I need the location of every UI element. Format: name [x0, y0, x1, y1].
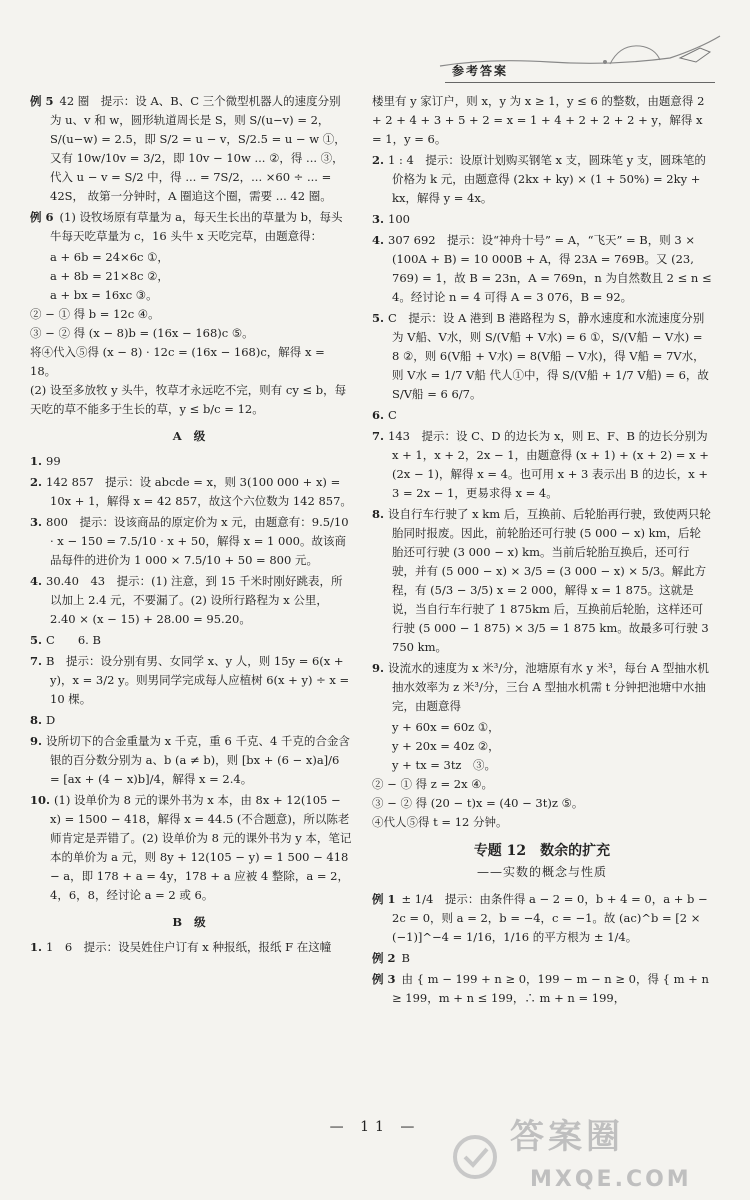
answer-number: 7. [30, 654, 43, 668]
answer-number: 1. [30, 940, 43, 954]
system-line: a + bx = 16xc ③。 [50, 288, 158, 302]
answer-item [30, 938, 352, 957]
example-text: B [401, 951, 410, 965]
answer-number: 9. [372, 661, 385, 675]
step-line: 将④代入⑤得 (x − 8) · 12c = (16x − 168)c，解得 x = 18。 [30, 345, 325, 378]
answer-text: 142 857 提示：设 abcde = x，则 3(100 000 + x) = 10x + 1，解得 x = 42 857，故这个六位数为 142 857。 [46, 475, 352, 508]
right-column [372, 92, 712, 1010]
example-5-line-1: 42 圈 提示：设 A、B、C 三个微型机器人的速度分别为 u、v 和 w，圆形轨道周长是 S，则 S/(u−v) = 2，S/(u−w) = 2.5，即 S/2 = u − v，S/2.5 = u − w ①，又有 10w/10v = 3/2，即 10v − 10w ... ②，得 ... ③，代入 u − v = S/2 中，得 ... = 7S/2，... ×60 ÷ ... = 42S， [50, 94, 346, 203]
system-line: y + 60x = 60z ①， [392, 720, 500, 734]
answer-text: C [388, 408, 397, 422]
answer-item [30, 452, 352, 471]
header-rule [445, 82, 715, 83]
example-6-label: 例 6 [30, 210, 54, 224]
answer-item [30, 791, 352, 905]
example-item [372, 949, 712, 968]
answer-text: 143 提示：设 C、D 的边长为 x，则 E、F、B 的边长分别为 x + 1，x + 2，2x − 1，由题意得 (x + 1) + (x + 2) = x + (2x − 1)，解得 x = 4。也可用 x + 3 表示出 B 的边长，x + 3 = 2x − 1，更易求得 x = 4。 [388, 429, 709, 500]
answer-number: 3. [30, 515, 43, 529]
answer-number: 3. [372, 212, 385, 226]
watermark [430, 1117, 740, 1192]
system-line: y + tx = 3tz ③。 [392, 758, 496, 772]
answer-number: 7. [372, 429, 385, 443]
answer-text: 307 692 提示：设“神舟十号” = A，“飞天” = B，则 3 × (100A + B) = 10 000B + A，得 23A = 769B。又 (23, 769) = 1，故 B = 23n，A = 769n，n 为自然数且 2 ≤ n ≤ 4。经讨论 n = 4 可得 A = 3 076，B = 92。 [388, 233, 712, 304]
answer-item [30, 711, 352, 730]
example-6-steps [30, 305, 352, 419]
answer-item [372, 406, 712, 425]
answer-item [372, 505, 712, 657]
answer-number: 5. [372, 311, 385, 325]
answer-number: 4. [372, 233, 385, 247]
answer-item [30, 652, 352, 709]
item-9-system [372, 718, 712, 775]
step-line: ④代人⑤得 t = 12 分钟。 [372, 815, 508, 829]
continued-text: 楼里有 y 家订户，则 x，y 为 x ≥ 1，y ≤ 6 的整数，由题意得 2 + 2 + 4 + 3 + 5 + 2 = x = 1 + 4 + 2 + 2 + 2 + y，解得 x = 1，y = 6。 [372, 94, 705, 146]
level-a-title: A 级 [172, 429, 210, 443]
answer-text: 设自行车行驶了 x km 后，互换前、后轮胎再行驶，致使两只轮胎同时报废。因此，前轮胎还可行驶 (5 000 − x) km，后轮胎还可行驶 (3 000 − x) km。当前后轮胎互换后，还可行驶，并有 (5 000 − x) × 3/5 = (3 000 − x) × 5/3。解此方程，有 (5/3 − 3/5) x = 2 000，解得 x = 1 875。这就是说，当自行车行驶了 1 875km 后，互换前后轮胎，这样还可行驶 (5 000 − 1 875) × 3/5 = 1 875 km。故最多可行驶 3 750 km。 [388, 507, 711, 654]
header-title: 参考答案 [452, 64, 509, 78]
example-6-intro: (1) 设牧场原有草量为 a，每天生长出的草量为 b，每头牛每天吃草量为 c，16 头牛 x 天吃完草，由题意得： [50, 210, 343, 243]
answer-number: 8. [30, 713, 43, 727]
watermark-logo-icon [450, 1132, 500, 1182]
step-line: ② − ① 得 b = 12c ④。 [30, 307, 160, 321]
answer-item [372, 659, 712, 716]
level-b-title: B 级 [172, 915, 210, 929]
answer-number: 2. [30, 475, 43, 489]
page-number: — 11 — [329, 1119, 421, 1135]
example-5 [30, 92, 352, 206]
example-item [372, 890, 712, 947]
answer-item [372, 309, 712, 404]
answer-number: 9. [30, 734, 43, 748]
answer-text: 1 6 提示：设吴姓住户订有 x 种报纸，报纸 F 在这幢 [46, 940, 332, 954]
answer-number: 4. [30, 574, 43, 588]
system-line: a + 8b = 21×8c ②， [50, 269, 169, 283]
answer-text: 设所切下的合金重量为 x 千克，重 6 千克、4 千克的合金含银的百分数分别为 a、b (a ≠ b)，则 [bx + (6 − x)a]/6 = [ax + (4 − x)b]/4，解得 x = 2.4。 [46, 734, 350, 786]
answer-text: C 提示：设 A 港到 B 港路程为 S，静水速度和水流速度分别为 V船、V水，则 S/(V船 + V水) = 6 ①，S/(V船 − V水) = 8 ②，则 6(V船 + V水) = 8(V船 − V水)，得 V船 = 7V水，则 V水 = 1/7 V船 代人①中，得 S/(V船 + 1/7 V船) = 6，故 S/V船 = 6 6/7。 [388, 311, 709, 401]
answer-item [372, 151, 712, 208]
answer-item [30, 631, 352, 650]
system-line: a + 6b = 24×6c ①， [50, 250, 169, 264]
answer-text: 99 [46, 454, 61, 468]
answer-number: 6. [372, 408, 385, 422]
topic-title: 专题 12 数余的扩充 [473, 843, 611, 859]
watermark-site: MXQE.COM [530, 1167, 692, 1192]
example-label: 例 1 [372, 892, 396, 906]
answer-text: 设流水的速度为 x 米³/分，池塘原有水 y 米³，每台 A 型抽水机抽水效率为 z 米³/分，三台 A 型抽水机需 t 分钟把池塘中水抽完，由题意得 [388, 661, 709, 713]
system-line: y + 20x = 40z ②， [392, 739, 500, 753]
answer-text: (1) 设单价为 8 元的课外书为 x 本，由 8x + 12(105 − x) = 1500 − 418，解得 x = 44.5 (不合题意)，所以陈老师肯定是弄错了。(2) 设单价为 8 元的课外书为 y 本，笔记本的单价为 a 元，则 8y + 12(105 − y) = 1 500 − 418 − a，即 178 + a = 4y，178 + a 应被 4 整除，a = 2，4，6，8，经讨论 a = 2 或 6。 [50, 793, 352, 902]
answer-text: D [46, 713, 56, 727]
example-text: ± 1/4 提示：由条件得 a − 2 = 0，b + 4 = 0，a + b − 2c = 0，则 a = 2，b = −4，c = −1。故 (ac)^b = [2 × (−1)]^−4 = 1/16，1/16 的平方根为 ± 1/4。 [392, 892, 708, 944]
watermark-text: 答案圈 [510, 1117, 624, 1157]
step-line: (2) 设至多放牧 y 头牛，牧草才永远吃不完，则有 cy ≤ b，每天吃的草不能多于生长的草，y ≤ b/c = 12。 [30, 383, 347, 416]
answer-item [372, 231, 712, 307]
answer-text: 100 [388, 212, 410, 226]
answer-text: 800 提示：设该商品的原定价为 x 元，由题意有：9.5/10 · x − 150 = 7.5/10 · x + 50，解得 x = 1 000。故该商品每件的进价为 1 000 × 7.5/10 + 50 = 800 元。 [46, 515, 349, 567]
example-item [372, 970, 712, 1008]
answer-item [372, 427, 712, 503]
answer-number: 8. [372, 507, 385, 521]
step-line: ③ − ② 得 (x − 8)b = (16x − 168)c ⑤。 [30, 326, 254, 340]
example-label: 例 3 [372, 972, 396, 986]
step-line: ③ − ② 得 (20 − t)x = (40 − 3t)z ⑤。 [372, 796, 584, 810]
example-5-line-2: 故第一分钟时，A 圈追这个圈，需要 ... 42 圈。 [87, 189, 332, 203]
topic-subtitle: ——实数的概念与性质 [476, 865, 607, 879]
answer-text: B 提示：设分别有男、女同学 x、y 人，则 15y = 6(x + y)，x = 3/2 y。则男同学完成每人应植树 6(x + y) ÷ x = 10 棵。 [46, 654, 350, 706]
example-5-label: 例 5 [30, 94, 54, 108]
example-6 [30, 208, 352, 246]
example-text: 由 { m − 199 + n ≥ 0，199 − m − n ≥ 0，得 { m + n ≥ 199，m + n ≤ 199，∴ m + n = 199， [392, 972, 709, 1005]
answer-text: 1 : 4 提示：设原计划购买钢笔 x 支，圆珠笔 y 支，圆珠笔的价格为 k 元，由题意得 (2kx + ky) × (1 + 50%) = 2ky + kx，解得 y = 4x。 [388, 153, 706, 205]
answer-text: C 6. B [46, 633, 101, 647]
step-line: ② − ① 得 z = 2x ④。 [372, 777, 494, 791]
left-column [30, 92, 352, 959]
example-label: 例 2 [372, 951, 396, 965]
answer-item [30, 513, 352, 570]
item-9-steps [372, 775, 712, 832]
answer-number: 5. [30, 633, 43, 647]
answer-item [30, 572, 352, 629]
answer-number: 10. [30, 793, 51, 807]
answer-item [30, 732, 352, 789]
answer-number: 2. [372, 153, 385, 167]
answer-number: 1. [30, 454, 43, 468]
answer-item [30, 473, 352, 511]
answer-text: 30.40 43 提示：(1) 注意，到 15 千米时刚好跳表，所以加上 2.4 元，不要漏了。(2) 设所行路程为 x 公里，2.40 × (x − 15) + 28.00 = 95.20。 [46, 574, 343, 626]
example-6-system [30, 248, 352, 305]
answer-item [372, 210, 712, 229]
